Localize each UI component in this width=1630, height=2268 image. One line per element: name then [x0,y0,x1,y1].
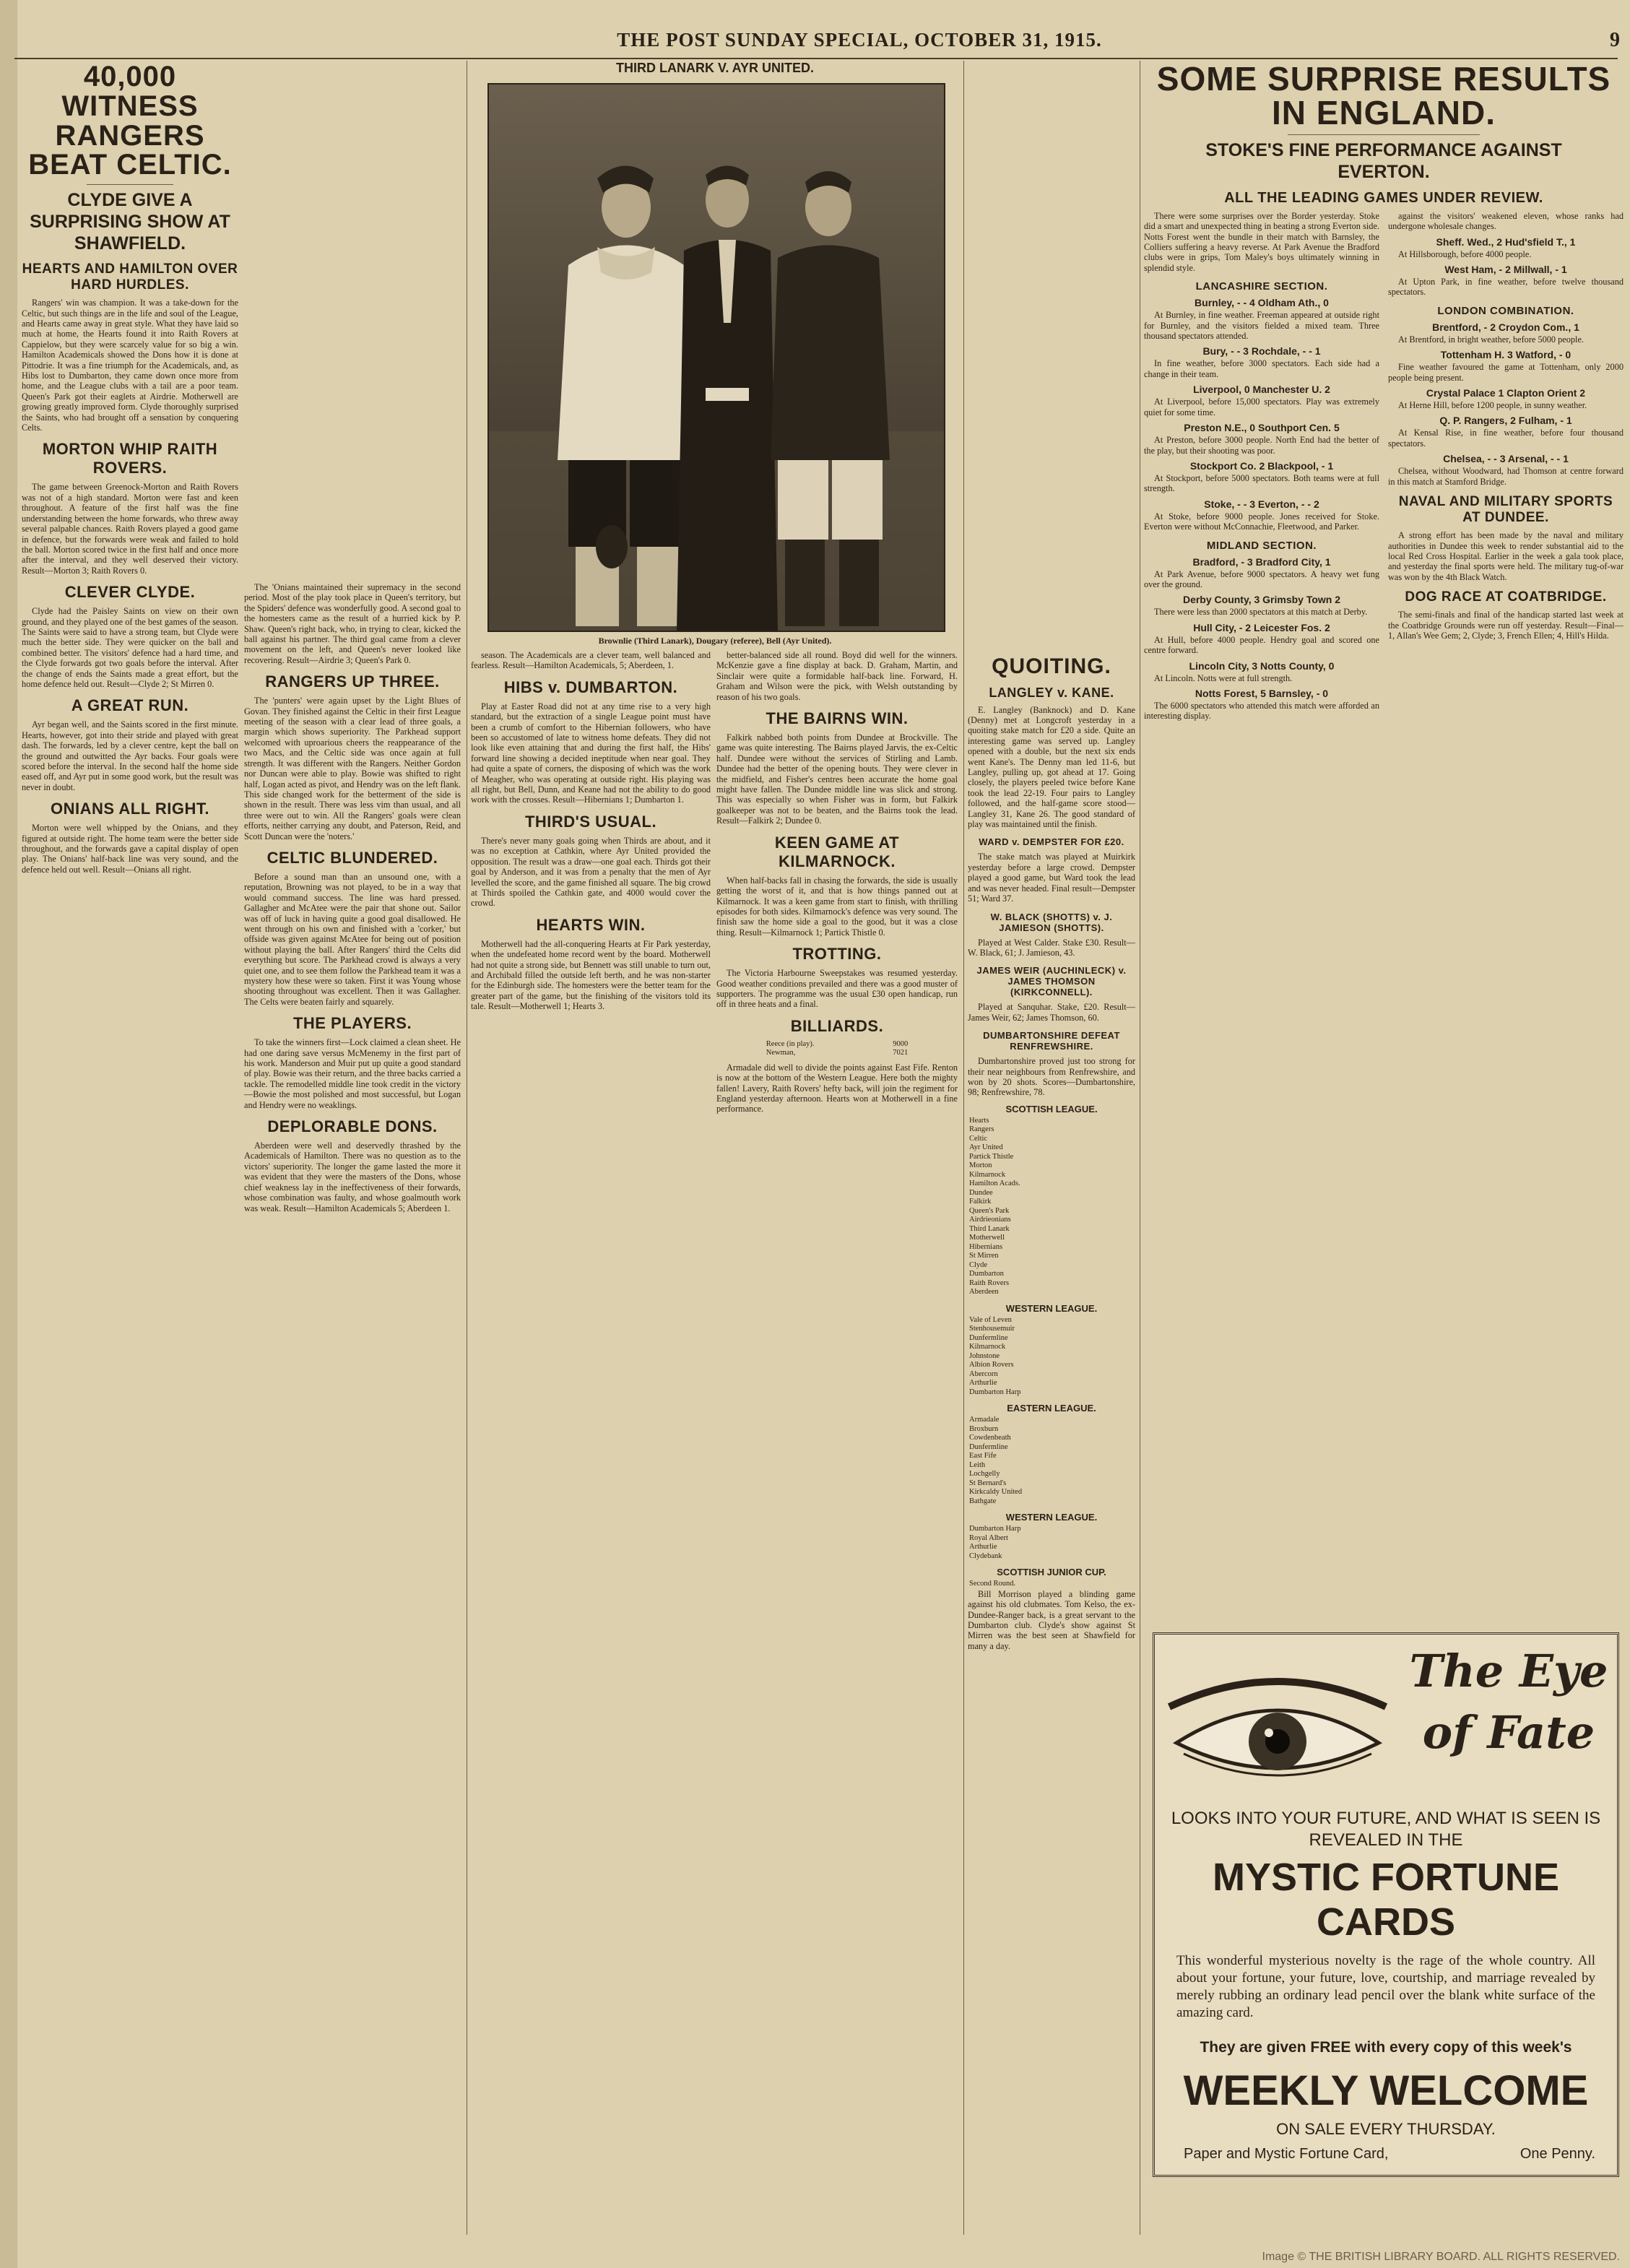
photo-header: THIRD LANARK V. AYR UNITED. [615,61,815,75]
game-result: Preston N.E., 0 Southport Cen. 5 [1184,422,1340,434]
game-report [1388,249,1624,259]
team-name: Abercorn [969,1369,998,1378]
column-5 [968,650,1135,2246]
league-row [968,1416,1135,1425]
team-name: Dunfermline [969,1442,1008,1451]
paragraph: The 6000 spectators who attended this match were afforded an interesting display. [1144,700,1379,722]
article-text [471,701,711,805]
yorkshire-games [1388,236,1624,298]
paragraph: At Burnley, in fine weather. Freeman appeared at outside right for Burnley, and the visitors fielded a mixed team. Three thousand spectators attended. [1144,310,1379,342]
game-report [1144,397,1379,417]
section-deplorable-dons: DEPLORABLE DONS. [267,1117,438,1136]
league-row [968,1161,1135,1171]
team-name: Arthurlie [969,1379,997,1388]
paragraph: At Herne Hill, before 1200 people, in sunny weather. [1398,400,1587,411]
match-photo [487,83,945,632]
section-langley-kane: LANGLEY v. KANE. [989,685,1114,700]
league-title: SCOTTISH LEAGUE. [1005,1103,1098,1114]
headline-england: SOME SURPRISE RESULTS IN ENGLAND. [1156,62,1611,131]
photo-players-image [489,85,944,631]
article-text [716,968,958,1010]
paragraph: Before a sound man than an unsound one, with a reputation, Browning was not played, to be in a way that would command success. The line was hard pressed. Gallagher and McAtee were the pair that shone out. Sailor was off of luck in having quite a good goal disallowed. He went through on his own and finished with a 'corker,' but offside was given against McAtee for being out of position without playing the ball. After Rangers' third the Celts did everything but score. The Parkhead crowd is always a very quiet one, and to see them follow the Parkhead team it was a mystery how these were so taken. First it was Young whose shooting throughout was excellent. Then it was Gallagher. The Celts were beaten fairly and squarely. [244,871,461,1007]
team-name: Motherwell [969,1234,1005,1242]
divider [1288,134,1480,135]
team-name: Cowdenbeath [969,1434,1011,1442]
column-1 [22,62,238,2251]
section-the-players: THE PLAYERS. [292,1014,412,1033]
paragraph: At Stockport, before 5000 spectators. Both teams were at full strength. [1144,472,1379,494]
team-name: Falkirk [969,1198,992,1206]
ad-title-eye: The Eye [1409,1645,1608,1697]
article-text [716,875,958,938]
player: Reece (in play). [766,1039,815,1048]
team-name: Albion Rovers [969,1361,1014,1369]
game-result: Stoke, - - 3 Everton, - - 2 [1204,498,1319,510]
team-name: Dundee [969,1188,993,1197]
team-name: St Mirren [969,1252,999,1260]
league-row [968,1216,1135,1225]
league-row [968,1543,1135,1552]
ad-sale: ON SALE EVERY THURSDAY. [1276,2120,1496,2138]
game-result: Bury, - - 3 Rochdale, - - 1 [1202,345,1321,358]
article-text [968,705,1135,830]
paragraph: At Kensal Rise, in fine weather, before four thousand spectators. [1388,428,1624,449]
game-result: Bradford, - 3 Bradford City, 1 [1192,555,1331,568]
league-table [968,1117,1135,1297]
game-result: Burnley, - - 4 Oldham Ath., 0 [1195,297,1329,309]
paragraph: Played at Sanquhar. Stake, £20. Result—James Weir, 62; James Thomson, 60. [968,1002,1135,1023]
section-morton: MORTON WHIP RAITH ROVERS. [42,440,218,477]
league-row [968,1443,1135,1453]
team-name: Aberdeen [969,1288,999,1297]
section-hibs-dumbarton: HIBS v. DUMBARTON. [503,678,678,696]
league-row [968,1370,1135,1380]
copyright-footer: Image © THE BRITISH LIBRARY BOARD. ALL RIGHTS RESERVED. [1262,2251,1620,2263]
article-text [244,696,461,841]
article-text [244,1037,461,1110]
article-text [716,1062,958,1114]
league-row [968,1225,1135,1234]
page-edge [0,0,17,2268]
league-row [968,1270,1135,1279]
article-text [22,719,238,792]
league-row [968,1125,1135,1135]
article-text [1388,211,1624,232]
column-6 [1144,62,1624,1629]
league-row [968,1279,1135,1289]
masthead-title: THE POST SUNDAY SPECIAL, OCTOBER 31, 1915. [617,29,1102,51]
advertisement-mystic-cards [1153,1632,1619,2177]
paragraph: To take the winners first—Lock claimed a clean sheet. He had one daring save versus McMenemy in the first part of his work. Manderson and Muir put up quite a good standard of play. Bowie was their return, and the three backs carried a tackle. The remodelled middle line took credit in the victory—Bowie the most polished and most successful, but Logan and Hendry were no weaklings. [244,1037,461,1110]
game-report [1144,569,1379,590]
team-name: Third Lanark [969,1224,1010,1233]
team-name: Hearts [969,1116,989,1125]
paragraph: There were some surprises over the Border yesterday. Stoke did a smart and unexpected thing in beating a strong Everton side. Notts Forest went the bundle in their match with Barnsley, the Colliers suffering a heavy reverse. At Park Avenue the Bradford clubs were in grips, Tom Maley's boys ultimately winning in splendid style. [1144,210,1379,273]
team-name: Ayr United [969,1143,1003,1152]
league-row [968,1143,1135,1153]
league-title: WESTERN LEAGUE. [1005,1302,1098,1314]
player: Newman, [766,1049,796,1057]
paragraph: Falkirk nabbed both points from Dundee at Brockville. The game was quite interesting. The Bairns played Jarvis, the ex-Celtic half. Dundee were without the services of Stirling and Lamb. Dundee had the better of the opening bouts. They were clever in the midfield, and Fisher's centres been accurate the home goal might have fallen. The Dundee middle line was slick and strong. This was especially so when Fisher was in form, but Falkirk goalkeeper was not to be beaten, and the Bairns took the lead. Result—Falkirk 2; Dundee 0. [716,732,958,826]
game-report [1144,701,1379,722]
paragraph: E. Langley (Banknock) and D. Kane (Denny) met at Longcroft yesterday in a quoiting stake match for £20 a side. Quite an interesting game was served up. Langley opened with a double, but the next six ends went Kane's. The Denny man led 11-6, but Langley, pulling up, got ahead at 17. Going closely, the players peeled twice before Kane took the lead 22-19. Four pairs to Langley followed, and the half-game score stood—Langley 31, Kane 26. The good standard of play was maintained until the finish. [968,704,1135,830]
league-row [968,1261,1135,1271]
section-black-jamieson: W. BLACK (SHOTTS) v. J. JAMIESON (SHOTTS). [990,911,1113,933]
league-row [968,1497,1135,1507]
game-result: Derby County, 3 Grimsby Town 2 [1182,594,1341,606]
section-ward-dempster: WARD v. DEMPSTER FOR £20. [979,836,1124,848]
paragraph: Play at Easter Road did not at any time rise to a very high standard, but the extraction of a single League point must have been a crumb of comfort to the Hibernian followers, who have been so accustomed of late to witness home defeats. They did not look like even attaining that and during the first half, the Hibs' forward line showing a decided ineptitude when near goal. They had quite a spate of corners, the disposing of which was the work of Meagher, who was operating at outside right. His playing was all right, but Bell, Dunn, and Keane had not the ability to do good work with the crosses. Result—Hibernians 1; Dumbarton 1. [471,701,711,805]
league-title: WESTERN LEAGUE. [1005,1512,1098,1523]
section-trotting: TROTTING. [792,945,882,964]
league-row [968,1534,1135,1544]
game-result: Chelsea, - - 3 Arsenal, - - 1 [1443,453,1569,465]
section-thirds-usual: THIRD'S USUAL. [524,812,657,831]
section-hearts-win: HEARTS WIN. [536,915,646,934]
paragraph: When half-backs fall in chasing the forwards, the side is usually getting the worst of it, and that is how things panned out at Kilmarnock. It was a keen game from start to finish, with thrilling episodes for both sides. Kilmarnock's defence was very sound. The finish saw the home side a goal to the good, but it was a close thing. Result—Kilmarnock 1; Partick Thistle 0. [716,875,958,938]
team-name: Dunfermline [969,1333,1008,1342]
league-row [968,1425,1135,1434]
game-report [1388,334,1624,345]
section-dumbartonshire: DUMBARTONSHIRE DEFEAT RENFREWSHIRE. [983,1030,1120,1052]
team-name: Queen's Park [969,1206,1010,1215]
team-name: Stenhousemuir [969,1325,1015,1333]
team-name: Partick Thistle [969,1152,1014,1161]
paragraph: At Hillsborough, before 4000 people. [1398,248,1532,259]
team-name: Lochgelly [969,1470,1000,1479]
section-lancashire: LANCASHIRE SECTION. [1195,280,1328,293]
league-table [968,1525,1135,1561]
league-table [968,1316,1135,1398]
league-row [968,1479,1135,1489]
article-text [244,582,461,665]
paragraph: There's never many goals going when Thirds are about, and it was no exception at Cathkin, where Ayr United provided the opposition. The result was a draw—one goal each. Thirds got their goal by Anderson, and it was from a penalty that the men of Ayr levelled the score, and the game finished all square. The big crowd at Thirds spoiled the Cathkin gate, and 4000 would cover the crowd. [471,835,711,909]
team-name: Airdrieonians [969,1216,1011,1224]
ad-price-left: Paper and Mystic Fortune Card, [1184,2146,1389,2162]
paragraph: Rangers' win was champion. It was a take-down for the Celtic, but such things are in the life and soul of the League, and Hearts came away in great style. What they have laid so much at home, the Hearts found it into Raith Rovers at Cappielow, but they were scarcely value for so big a win. Hamilton Academicals showed the Dons how it is done at Pittodrie. It was a fine triumph for the Academicals, and, as Hibs lost to Dumbarton, they came down once more from home, and the League clubs with a tail are a poor team. Queen's Park got their eaglets at Airdrie. Motherwell are growing greatly improved form. Clyde thoroughly surprised the Saints, who had brought off a sensation by conquering Celts. [22,298,238,433]
paragraph: Bill Morrison played a blinding game against his old clubmates. Tom Kelso, the ex-Dundee-Ranger back, is a great servant to the Dumbarton club. Clyde's show against St Mirren was the best seen at Shawfield for many a day. [968,1588,1135,1651]
league-row [968,1361,1135,1370]
section-celtic-blundered: CELTIC BLUNDERED. [266,848,438,867]
column-2 [244,62,461,2251]
league-title: EASTERN LEAGUE. [1007,1403,1096,1414]
team-name: Leith [969,1460,986,1469]
billiards-table [765,1040,909,1058]
billiards-row [765,1040,909,1049]
team-name: Raith Rovers [969,1278,1010,1287]
team-name: Morton [969,1161,992,1170]
ad-line: LOOKS INTO YOUR FUTURE, AND WHAT IS SEEN IS REVEALED IN THE [1171,1809,1601,1850]
paragraph: Morton were well whipped by the Onians, and they figured at outside right. The home team were the better side throughout, and the forwards gave a capital display of open play. The Onians' half-back line was very sound, and the defence held out well. Result—Onians all right. [22,823,238,875]
ad-weekly-welcome: WEEKLY WELCOME [1183,2067,1589,2114]
league-row [968,1252,1135,1261]
game-report [1388,428,1624,449]
league-row [968,1388,1135,1398]
team-name: Arthurlie [969,1543,997,1551]
ad-title-fate: of Fate [1422,1706,1595,1759]
league-title: SCOTTISH JUNIOR CUP. [997,1567,1106,1578]
article-text [22,823,238,875]
paragraph: Fine weather favoured the game at Tottenham, only 2000 people being present. [1388,362,1624,383]
league-tables [968,1104,1135,1589]
article-text [22,298,238,433]
article-text [716,732,958,826]
team-name: Dumbarton [969,1270,1004,1278]
game-result: Tottenham H. 3 Watford, - 0 [1440,349,1572,361]
article-text [968,1056,1135,1098]
league-row [968,1552,1135,1562]
team-name: Armadale [969,1416,1000,1424]
photo-spacer [244,62,461,582]
league-row [968,1316,1135,1325]
league-row [968,1461,1135,1471]
paragraph: Ayr began well, and the Saints scored in the first minute. Hearts, however, got into their stride and played with great dash. The forwards, led by a clever centre, kept the ball on the ground and outwitted the Ayr backs. Four goals were scored before the interval. In the second half the home side eased off, and Ayr put in some good work, but the result was never in doubt. [22,719,238,792]
paragraph: Aberdeen were well and deservedly thrashed by the Academicals of Hamilton. There was no question as to the victors' superiority. The longer the game lasted the more it was evident that they were the masters of the Dons, whose chief weakness lay in the ineffectiveness of their forwards, whose combination was faulty, and whose goalmouth work was weak. Result—Hamilton Academicals 5; Aberdeen 1. [244,1141,461,1213]
article-text [471,939,711,1012]
paragraph: At Park Avenue, before 9000 spectators. A heavy wet fung over the ground. [1144,568,1379,589]
team-name: Kilmarnock [969,1343,1006,1351]
eye-illustration [1155,1663,1400,1801]
section-midland: MIDLAND SECTION. [1206,539,1317,552]
score: 9000 [893,1039,909,1048]
paragraph: Clyde had the Paisley Saints on view on their own ground, and they played one of the best games of the season. The Saints were said to have a strong team, but Clyde were much the better side. They were quicker on the ball and combined better. The visitors' defence had a hard time, and the Clyde forwards got two goals before the interval. After the change of ends the Saints made a great effort, but the home defence held out. Result—Clyde 2; St Mirren 0. [22,606,238,689]
england-left [1144,211,1379,724]
section-onians: ONIANS ALL RIGHT. [51,800,209,818]
paragraph: At Upton Park, in fine weather, before twelve thousand spectators. [1388,277,1624,298]
paragraph: Played at West Calder. Stake £30. Result—W. Black, 61; J. Jamieson, 43. [968,937,1135,958]
section-naval: NAVAL AND MILITARY SPORTS AT DUNDEE. [1398,494,1613,526]
league-row [968,1234,1135,1243]
league-table [968,1416,1135,1506]
paragraph: A strong effort has been made by the naval and military authorities in Dundee this week to render substantial aid to the local Red Cross Hospital. Earlier in the week a gala took place, and yesterday the final sports were held. The military tug-of-war was won by the 4th Black Watch. [1388,530,1624,582]
paragraph: At Liverpool, before 15,000 spectators. Play was extremely quiet for some time. [1144,397,1379,417]
article-text [1388,610,1624,641]
england-columns [1144,211,1624,724]
paragraph: In fine weather, before 3000 spectators. Each side had a change in their team. [1144,358,1379,379]
league-row [968,1334,1135,1343]
team-name: Johnstone [969,1351,1000,1360]
article-text [968,1589,1135,1651]
ad-price-right: One Penny. [1520,2146,1595,2162]
game-report [1144,358,1379,379]
league-row [968,1243,1135,1252]
league-row [968,1171,1135,1180]
team-name: Bathgate [969,1497,997,1505]
team-name: Celtic [969,1134,988,1143]
article-text [471,650,711,671]
game-report [1388,400,1624,410]
article-text [22,482,238,576]
score: 7021 [893,1049,909,1057]
paragraph: The semi-finals and final of the handicap started last week at the Coatbridge Grounds were run off yesterday. Result—Final—1, Allan's Wee Gem; 2, Clyde; 3, French Ellen; 4, Hill's Hilda. [1388,610,1624,641]
paragraph: against the visitors' weakened eleven, whose ranks had undergone wholesale changes. [1388,210,1624,232]
game-result: Q. P. Rangers, 2 Fulham, - 1 [1439,415,1572,427]
league-table [968,1580,1135,1589]
league-row [968,1434,1135,1443]
team-name: Hibernians [969,1242,1003,1251]
game-result: Brentford, - 2 Croydon Com., 1 [1432,321,1579,333]
paragraph: Motherwell had the all-conquering Hearts at Fir Park yesterday, when the undefeated home record went by the board. Motherwell had not quite a strong side, but Bennett was still unable to turn out, and Archibald filled the outside left berth, and he was non-starter for the Edinburgh side. The homesters were the better team for the greater part of the game, but the finishing of the visitors told its tale. Result—Motherwell 1; Hearts 3. [471,938,711,1012]
team-name: Dumbarton Harp [969,1525,1021,1533]
game-report [1388,277,1624,298]
column-4 [716,650,958,2246]
section-london: LONDON COMBINATION. [1437,304,1574,317]
game-report [1144,511,1379,532]
billiards-row [765,1049,909,1058]
paragraph: better-balanced side all round. Boyd did well for the winners. McKenzie gave a fine display at back. D. Graham, Martin, and Sinclair were quite a formidable half-back line. Forward, H. Graham and Wilson were the pick, with Welsh outstanding by reason of his two goals. [716,650,958,702]
league-row [968,1580,1135,1589]
game-result: Notts Forest, 5 Barnsley, - 0 [1195,687,1329,699]
game-report [1388,362,1624,383]
team-name: Clydebank [969,1551,1002,1560]
league-row [968,1325,1135,1334]
league-row [968,1452,1135,1461]
league-row [968,1525,1135,1534]
midland-games [1144,556,1379,722]
game-report [1144,673,1379,683]
article-text [968,1002,1135,1023]
league-row [968,1117,1135,1126]
england-right [1388,211,1624,724]
section-leading-games: ALL THE LEADING GAMES UNDER REVIEW. [1224,189,1543,206]
masthead-rule [14,58,1618,59]
team-name: Broxburn [969,1424,999,1433]
league-row [968,1288,1135,1297]
team-name: Kilmarnock [969,1170,1006,1179]
section-hearts-hamilton: HEARTS AND HAMILTON OVER HARD HURDLES. [22,261,238,293]
ad-given: They are given FREE with every copy of this week's [1200,2039,1572,2056]
paragraph: The 'punters' were again upset by the Light Blues of Govan. They finished against the Celtic in their first League meeting of the season with a clear lead of three goals, a margin which shows superiority. The Parkhead support welcomed with uproarious cheers the reappearance of the two Macs, and the Celtic side was once again at full strength. It was different with the Rangers. Neither Gordon nor Duncan were able to play. Bowie was shifted to right half, Logan acted as pivot, and Hendry was on the left flank. This side changed work for the betterment of the side is shown in the result. There was less vim than usual, and all three were out to win. All the Rangers' goals were clean efforts, neither carrying any doubt, and Paterson, Reid, and Scott Duncan were the 'noters.' [244,696,461,841]
team-name: Clyde [969,1260,988,1269]
article-text [244,1141,461,1213]
section-bairns-win: THE BAIRNS WIN. [766,709,909,728]
game-report [1144,635,1379,656]
article-text [1388,530,1624,582]
league-row [968,1379,1135,1388]
article-text [968,852,1135,904]
game-report [1144,473,1379,494]
subhead-clyde: CLYDE GIVE A SURPRISING SHOW AT SHAWFIELD. [30,190,230,254]
team-name: Dumbarton Harp [969,1388,1021,1396]
article-text [968,938,1135,958]
game-report [1144,310,1379,341]
paragraph: The stake match was played at Muirkirk yesterday before a large crowd. Dempster played a good game, but Ward took the lead and was never headed. Final result—Dempster 51; Ward 37. [968,852,1135,904]
paragraph: At Lincoln. Notts were at full strength. [1154,672,1293,683]
eye-icon [1155,1663,1400,1801]
paragraph: Armadale did well to divide the points against East Fife. Renton is now at the bottom of the Western League. Here both the mighty fallen! Lavery, Raith Rovers' hefty back, will join the regiment for England yesterday afternoon. Hearts won at Motherwell in a fine performance. [716,1062,958,1114]
league-row [968,1488,1135,1497]
team-name: Hamilton Acads. [969,1180,1020,1188]
paragraph: At Preston, before 3000 people. North End had the better of the play, but their shooting was poor. [1144,435,1379,456]
paragraph: There were less than 2000 spectators at this match at Derby. [1154,607,1368,618]
game-report [1144,435,1379,456]
column-3 [471,650,711,2246]
ad-body: This wonderful mysterious novelty is the rage of the whole country. All about your fortune, your future, love, courtship, and marriage revealed by merely rubbing an ordinary lead pencil over the blank white surface of the amazing card. [1176,1953,1595,2020]
league-row [968,1153,1135,1162]
game-report [1144,607,1379,617]
lancashire-games [1144,297,1379,532]
section-dog-race: DOG RACE AT COATBRIDGE. [1405,589,1607,605]
team-name: Second Round. [969,1580,1016,1588]
game-result: Crystal Palace 1 Clapton Orient 2 [1426,387,1586,399]
league-row [968,1207,1135,1216]
paragraph: At Hull, before 4000 people. Hendry goal and scored one centre forward. [1144,634,1379,656]
section-great-run: A GREAT RUN. [71,696,189,715]
game-result: West Ham, - 2 Millwall, - 1 [1444,264,1567,276]
section-billiards: BILLIARDS. [790,1016,884,1035]
game-report [1388,466,1624,487]
divider [87,184,173,185]
league-row [968,1470,1135,1479]
article-text [244,872,461,1007]
headline-quoiting: QUOITING. [992,654,1111,678]
masthead [0,29,1630,55]
paragraph: At Brentford, in bright weather, before 5000 people. [1398,334,1584,345]
team-name: Vale of Leven [969,1315,1012,1324]
paragraph: The 'Onians maintained their supremacy in the second period. Most of the play took place in Queen's territory, but the Spiders' defence was wonderfully good. A second goal to the homesters came as the result of a hurried kick by P. Shaw. Queen's right back, who, in trying to clear, kicked the ball against his partner. The third goal came from a clever movement on the left, and Queen's never looked like recovering. Result—Airdrie 3; Queen's Park 0. [244,582,461,665]
paragraph: At Stoke, before 9000 people. Jones received for Stoke. Everton were without McConnachie, Fleetwood, and Parker. [1144,511,1379,532]
section-clever-clyde: CLEVER CLYDE. [64,583,196,602]
section-rangers-up-three: RANGERS UP THREE. [265,672,440,691]
headline-rangers-celtic: 40,000 WITNESS RANGERS BEAT CELTIC. [28,62,232,181]
team-name: East Fife [969,1452,997,1460]
league-row [968,1352,1135,1362]
game-result: Lincoln City, 3 Notts County, 0 [1189,659,1335,672]
team-name: Rangers [969,1125,994,1134]
section-weir-thomson: JAMES WEIR (AUCHINLECK) v. JAMES THOMSON (KIRKCONNELL). [976,965,1127,998]
game-result: Hull City, - 2 Leicester Fos. 2 [1193,621,1330,633]
league-row [968,1343,1135,1352]
photo-caption: Brownlie (Third Lanark), Dougary (referee), Bell (Ayr United). [598,636,832,646]
article-text [22,606,238,689]
paragraph: season. The Academicals are a clever team, well balanced and fearless. Result—Hamilton Academicals, 5; Aberdeen, 1. [471,650,711,671]
league-row [968,1180,1135,1189]
paragraph: The Victoria Harbourne Sweepstakes was resumed yesterday. Good weather conditions prevailed and there was a good muster of supporters. The programme was the usual £30 open handicap, run off in three heats and a final. [716,968,958,1010]
team-name: Royal Albert [969,1533,1008,1542]
team-name: Kirkcaldy United [969,1488,1023,1497]
paragraph: Dumbartonshire proved just too strong for their near neighbours from Renfrewshire, and won by 20 shots. Scores—Dumbartonshire, 98; Renfrewshire, 78. [968,1056,1135,1098]
paragraph: Chelsea, without Woodward, had Thomson at centre forward in this match at Stamford Bridge. [1388,466,1624,487]
ad-big-title: MYSTIC FORTUNE CARDS [1213,1856,1559,1944]
article-text [716,650,958,702]
game-result: Liverpool, 0 Manchester U. 2 [1193,384,1330,396]
league-row [968,1198,1135,1207]
section-kilmarnock: KEEN GAME AT KILMARNOCK. [774,833,900,870]
article-text [1144,211,1379,273]
game-result: Sheff. Wed., 2 Hud'sfield T., 1 [1436,235,1576,248]
league-row [968,1135,1135,1144]
page-number: 9 [1610,29,1620,51]
league-row [968,1189,1135,1198]
paragraph: The game between Greenock-Morton and Raith Rovers was not of a high standard. Morton were fast and keen throughout. A feature of the first half was the fine understanding between the home forwards, who threw away several palpable chances. Raith Rovers played a good game in defence, but the forwards were weak and failed to hold the ball. Morton scored twice in the first half and once more after the interval, and they well deserved their victory. Result—Morton 3; Raith Rovers 0. [22,482,238,576]
article-text [471,836,711,909]
column-divider [963,61,964,2235]
game-result: Stockport Co. 2 Blackpool, - 1 [1189,459,1334,472]
london-games [1388,321,1624,487]
team-name: St Bernard's [969,1479,1007,1487]
subhead-stoke: STOKE'S FINE PERFORMANCE AGAINST EVERTON. [1205,139,1562,182]
